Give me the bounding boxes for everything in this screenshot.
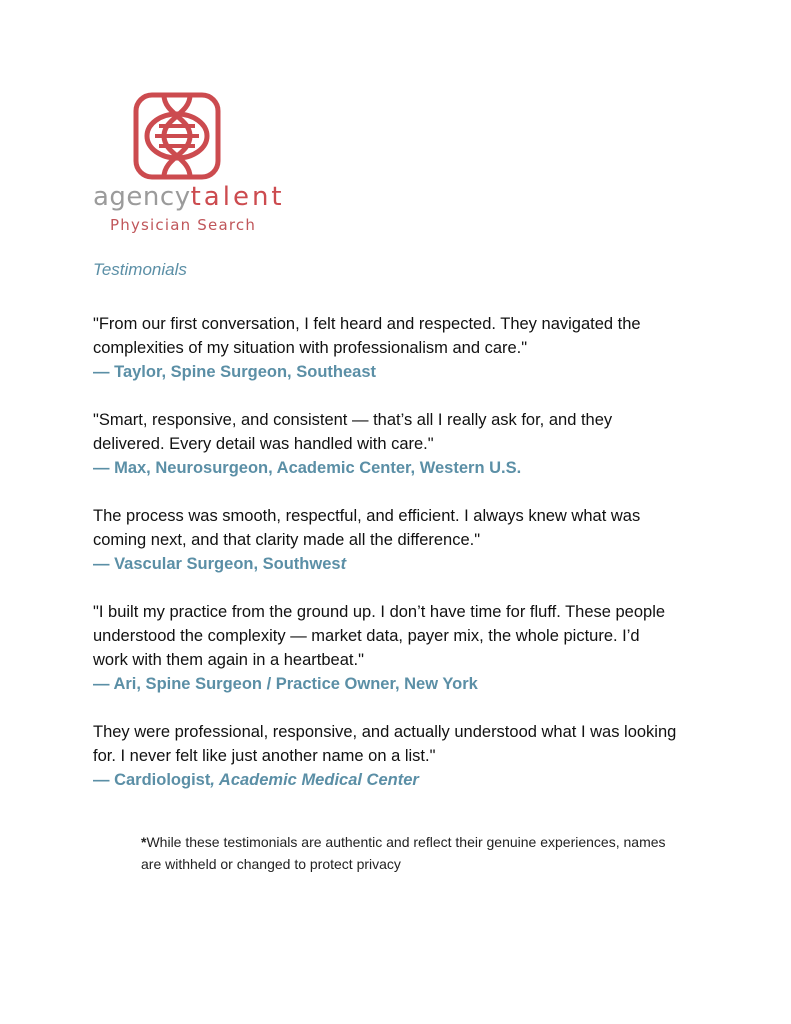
logo-subtitle: Physician Search	[110, 216, 257, 234]
testimonial-item	[93, 720, 693, 792]
quote-line: "From our first conversation, I felt heard and respected. They navigated the	[93, 315, 641, 333]
testimonial-quote	[93, 408, 693, 456]
logo-word-talent: talent	[190, 182, 285, 212]
testimonial-item	[93, 408, 693, 480]
company-logo	[93, 92, 293, 237]
quote-line: coming next, and that clarity made all the difference."	[93, 531, 481, 549]
disclaimer-line: are withheld or changed to protect privacy	[141, 856, 401, 872]
quote-line: The process was smooth, respectful, and efficient. I always knew what was	[93, 507, 641, 525]
testimonial-quote	[93, 600, 693, 672]
quote-line: "I built my practice from the ground up. I don’t have time for fluff. These people	[93, 603, 666, 621]
quote-line: understood the complexity — market data, payer mix, the whole picture. I’d	[93, 627, 640, 645]
testimonial-item	[93, 600, 693, 696]
testimonial-attribution: — Max, Neurosurgeon, Academic Center, Western U.S.	[93, 459, 522, 477]
testimonial-attribution	[93, 552, 693, 576]
attribution-text: — Cardiologist	[93, 771, 211, 789]
quote-line: for. I never felt like just another name on a list."	[93, 747, 436, 765]
quote-line: work with them again in a heartbeat."	[93, 651, 364, 669]
testimonials-list	[93, 312, 693, 816]
dna-helix-icon	[133, 92, 221, 180]
logo-word-agency: agency	[93, 182, 191, 212]
quote-line: "Smart, responsive, and consistent — that’s all I really ask for, and they	[93, 411, 613, 429]
disclaimer-line	[141, 831, 701, 853]
testimonial-quote	[93, 312, 693, 360]
attribution-italic-text: t	[340, 555, 347, 573]
testimonial-quote	[93, 720, 693, 768]
page-heading: Testimonials	[93, 260, 187, 279]
disclaimer-text: While these testimonials are authentic and reflect their genuine experiences, names	[146, 834, 666, 850]
privacy-disclaimer	[141, 831, 701, 875]
quote-line: They were professional, responsive, and actually understood what I was looking	[93, 723, 677, 741]
logo-wordmark	[93, 182, 285, 212]
disclaimer-asterisk: *	[141, 834, 147, 850]
attribution-text: — Vascular Surgeon, Southwes	[93, 555, 341, 573]
testimonial-quote	[93, 504, 693, 552]
testimonial-attribution: — Taylor, Spine Surgeon, Southeast	[93, 363, 376, 381]
testimonial-attribution: — Ari, Spine Surgeon / Practice Owner, New York	[93, 675, 478, 693]
testimonial-attribution	[93, 768, 693, 792]
attribution-italic-text: , Academic Medical Center	[210, 771, 419, 789]
quote-line: delivered. Every detail was handled with care."	[93, 435, 434, 453]
testimonial-item	[93, 504, 693, 576]
quote-line: complexities of my situation with professionalism and care."	[93, 339, 528, 357]
testimonial-item	[93, 312, 693, 384]
